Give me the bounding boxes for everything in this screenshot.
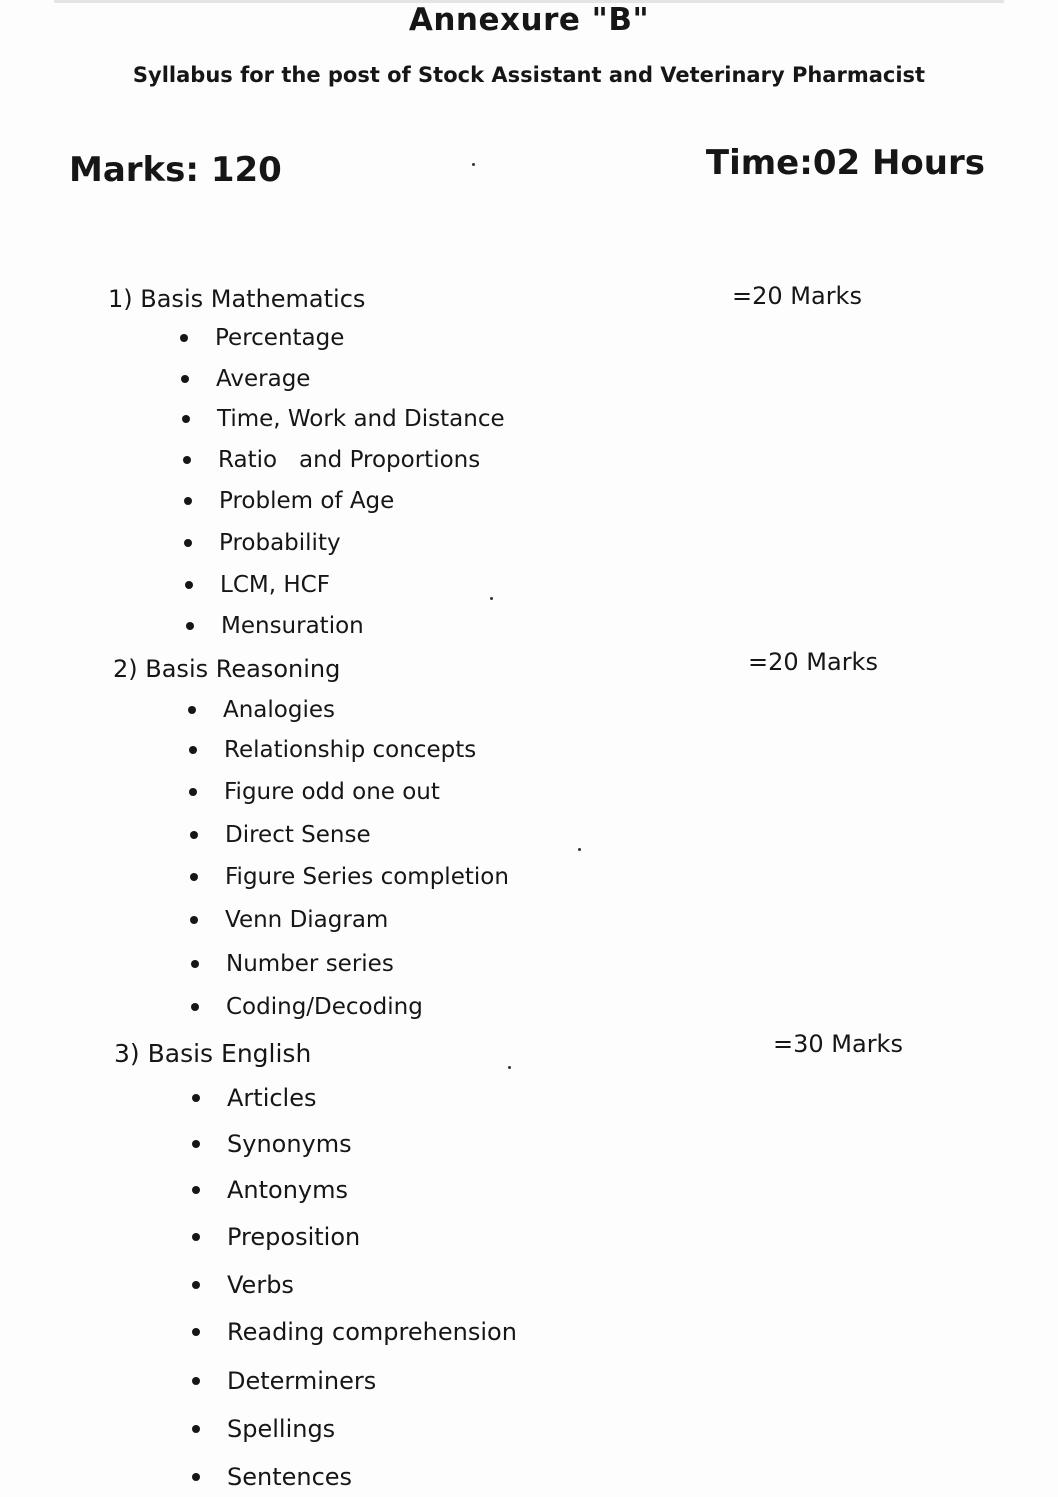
list-item: Number series [191,951,394,977]
section-title-reasoning: 2) Basis Reasoning [113,655,341,683]
list-item: Coding/Decoding [191,994,423,1020]
scan-speck [578,848,581,851]
bullet-icon [188,706,196,714]
section-marks-reasoning: =20 Marks [748,648,878,676]
bullet-icon [192,1473,200,1481]
list-item: Reading comprehension [192,1318,517,1346]
bullet-icon [183,456,191,464]
list-item: Venn Diagram [190,907,388,933]
section-title-mathematics: 1) Basis Mathematics [108,285,366,313]
page-title: Annexure "B" [408,2,650,38]
bullet-icon [192,1233,200,1241]
section-marks-english: =30 Marks [773,1030,903,1058]
bullet-icon [189,788,197,796]
list-item: Determiners [192,1367,376,1395]
bullet-icon [192,1140,200,1148]
section-title-english: 3) Basis English [114,1039,312,1068]
bullet-icon [186,622,194,630]
list-item: Figure Series completion [190,864,509,890]
list-item: Direct Sense [190,822,371,848]
list-item: Probability [184,530,341,556]
bullet-icon [181,375,189,383]
bullet-icon [184,497,192,505]
list-item: Verbs [192,1271,294,1299]
list-item: Mensuration [186,613,364,639]
bullet-icon [180,334,188,342]
list-item: Figure odd one out [189,779,440,805]
list-item: Synonyms [192,1130,352,1158]
page-subtitle: Syllabus for the post of Stock Assistant and Veterinary Pharmacist [132,63,926,87]
list-item: Problem of Age [184,488,394,514]
list-item: Spellings [192,1415,335,1443]
bullet-icon [192,1094,200,1102]
list-item: Ratio and Proportions [183,447,480,473]
bullet-icon [192,1377,200,1385]
bullet-icon [192,1425,200,1433]
bullet-icon [192,1281,200,1289]
list-item: Preposition [192,1223,360,1251]
list-item: Average [181,366,310,392]
bullet-icon [190,873,198,881]
bullet-icon [192,1186,200,1194]
bullet-icon [191,960,199,968]
bullet-icon [190,831,198,839]
list-item: Antonyms [192,1176,348,1204]
list-item: Relationship concepts [189,737,476,763]
scan-speck [490,597,493,600]
list-item: Time, Work and Distance [182,406,505,432]
scan-speck [472,163,475,166]
bullet-icon [185,581,193,589]
bullet-icon [182,415,190,423]
list-item: LCM, HCF [185,572,330,598]
bullet-icon [192,1328,200,1336]
bullet-icon [190,916,198,924]
bullet-icon [191,1003,199,1011]
list-item: Analogies [188,697,335,723]
list-item: Percentage [180,325,344,351]
list-item: Articles [192,1084,317,1112]
exam-time: Time:02 Hours [705,143,985,183]
list-item: Sentences [192,1463,352,1491]
scan-speck [508,1066,511,1069]
total-marks: Marks: 120 [69,150,282,190]
bullet-icon [189,746,197,754]
bullet-icon [184,539,192,547]
section-marks-mathematics: =20 Marks [732,282,862,310]
